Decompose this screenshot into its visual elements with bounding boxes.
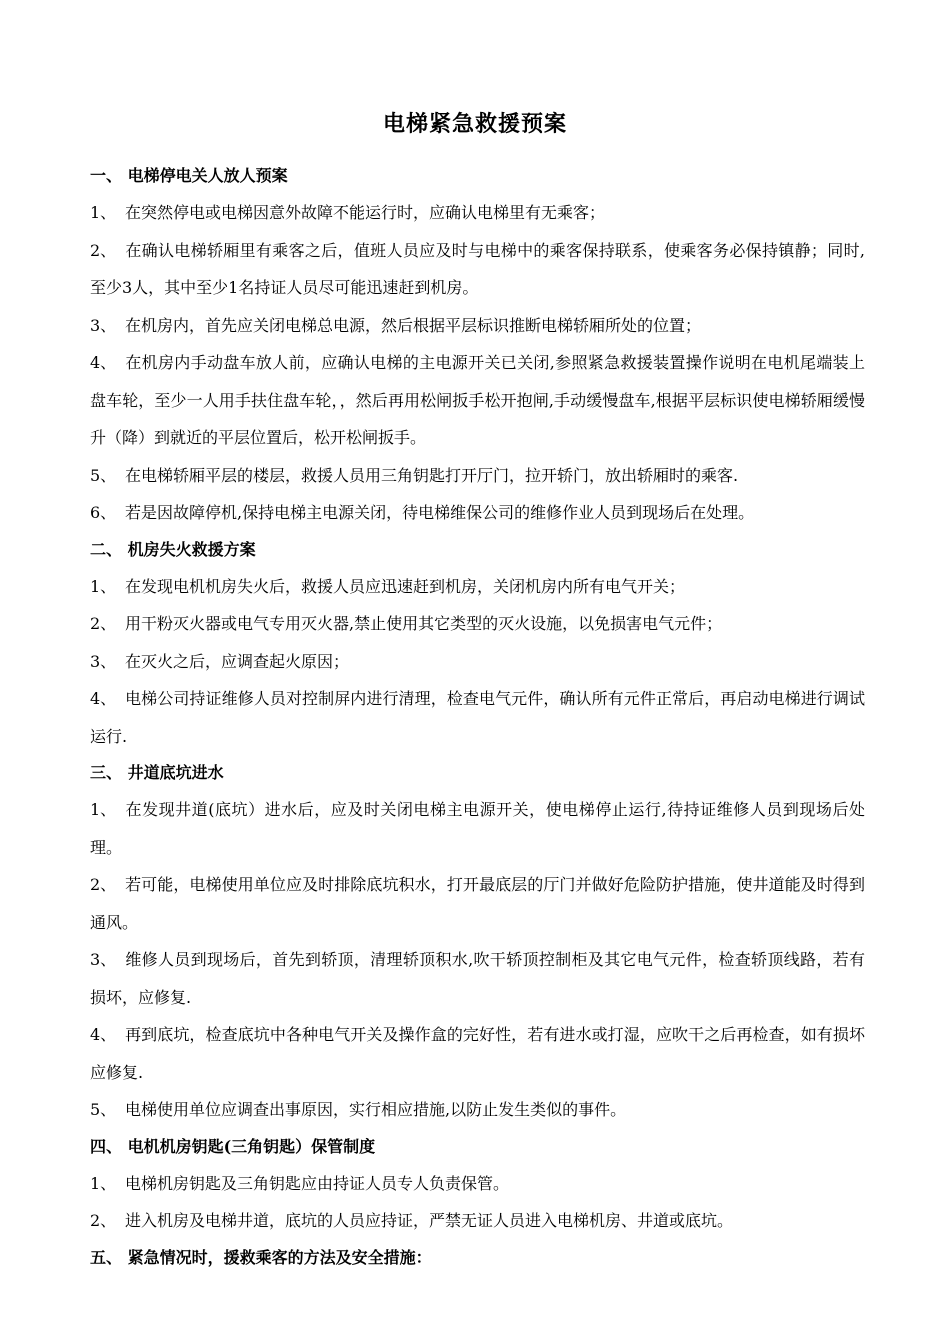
item-text: 在机房内，首先应关闭电梯总电源，然后根据平层标识推断电梯轿厢所处的位置； xyxy=(125,315,702,335)
list-item xyxy=(90,1202,865,1240)
list-item xyxy=(90,791,865,866)
item-text: 若是因故障停机,保持电梯主电源关闭，待电梯维保公司的维修作业人员到现场后在处理。 xyxy=(125,503,755,522)
list-item xyxy=(90,643,865,681)
item-number: 2、 xyxy=(90,240,117,260)
list-item xyxy=(90,680,865,755)
item-number: 5、 xyxy=(90,1100,117,1119)
item-number: 5、 xyxy=(90,465,117,485)
item-number: 1、 xyxy=(90,1173,117,1193)
list-item xyxy=(90,1165,865,1203)
list-item xyxy=(90,605,865,643)
item-number: 4、 xyxy=(90,1025,117,1044)
item-number: 4、 xyxy=(90,353,117,372)
item-number: 2、 xyxy=(90,614,117,633)
item-text: 在发现电机机房失火后，救援人员应迅速赶到机房，关闭机房内所有电气开关； xyxy=(125,576,686,596)
list-item xyxy=(90,344,865,457)
list-item xyxy=(90,941,865,1016)
item-text: 电梯机房钥匙及三角钥匙应由持证人员专人负责保管。 xyxy=(125,1173,510,1193)
item-text: 进入机房及电梯井道，底坑的人员应持证，严禁无证人员进入电梯机房、井道或底坑。 xyxy=(125,1211,734,1230)
list-item xyxy=(90,457,865,495)
item-number: 3、 xyxy=(90,651,117,671)
item-text: 用干粉灭火器或电气专用灭火器,禁止使用其它类型的灭火设施，以免损害电气元件； xyxy=(125,614,723,633)
item-text: 在确认电梯轿厢里有乘客之后，值班人员应及时与电梯中的乘客保持联系，使乘客务必保持镇静；同时,至少3人，其中至少1名持证人员尽可能迅速赶到机房。 xyxy=(90,240,865,297)
item-number: 1、 xyxy=(90,800,117,819)
section-heading: 五、 紧急情况时，援救乘客的方法及安全措施： xyxy=(90,1247,432,1267)
item-text: 在发现井道(底坑）进水后，应及时关闭电梯主电源开关，使电梯停止运行,待持证维修人员到现场后处理。 xyxy=(90,800,865,857)
list-item xyxy=(90,494,865,532)
item-number: 2、 xyxy=(90,875,117,894)
item-text: 在突然停电或电梯因意外故障不能运行时，应确认电梯里有无乘客； xyxy=(125,203,606,222)
item-text: 电梯公司持证维修人员对控制屏内进行清理，检查电气元件，确认所有元件正常后，再启动电梯进行调试运行. xyxy=(90,689,865,746)
list-item xyxy=(90,307,865,345)
item-number: 1、 xyxy=(90,203,117,222)
list-item xyxy=(90,232,865,307)
list-item xyxy=(90,866,865,941)
item-number: 2、 xyxy=(90,1211,117,1230)
item-number: 4、 xyxy=(90,689,117,708)
list-item xyxy=(90,1016,865,1091)
item-text: 再到底坑，检查底坑中各种电气开关及操作盒的完好性，若有进水或打湿，应吹干之后再检查，如有损坏应修复. xyxy=(90,1025,865,1082)
section-heading: 三、 井道底坑进水 xyxy=(90,763,224,782)
item-number: 3、 xyxy=(90,950,117,969)
document-body xyxy=(90,158,865,1276)
document-title: 电梯紧急救援预案 xyxy=(382,111,567,137)
item-text: 在电梯轿厢平层的楼层，救援人员用三角钥匙打开厅门，拉开轿门，放出轿厢时的乘客. xyxy=(125,465,739,485)
list-item xyxy=(90,568,865,606)
item-number: 3、 xyxy=(90,315,117,335)
item-text: 电梯使用单位应调查出事原因，实行相应措施,以防止发生类似的事件。 xyxy=(125,1100,627,1119)
list-item xyxy=(90,1091,865,1129)
item-text: 若可能，电梯使用单位应及时排除底坑积水，打开最底层的厅门并做好危险防护措施，使井道能及时得到通风。 xyxy=(90,875,865,932)
item-text: 维修人员到现场后，首先到轿顶，清理轿顶积水,吹干轿顶控制柜及其它电气元件，检查轿顶线路，若有损坏，应修复. xyxy=(90,950,865,1007)
item-number: 1、 xyxy=(90,576,117,596)
item-text: 在机房内手动盘车放人前，应确认电梯的主电源开关已关闭,参照紧急救援装置操作说明在电机尾端装上盘车轮，至少一人用手扶住盘车轮，，然后再用松闸扳手松开抱闸,手动缓慢盘车,根据平层标识使电梯轿厢缓慢升（降）到就近的平层位置后，松开松闸扳手。 xyxy=(90,353,865,447)
item-number: 6、 xyxy=(90,503,117,522)
item-text: 在灭火之后，应调查起火原因； xyxy=(125,651,350,671)
section-heading: 一、 电梯停电关人放人预案 xyxy=(90,166,288,185)
list-item xyxy=(90,194,865,232)
section-heading: 二、 机房失火救援方案 xyxy=(90,539,256,559)
section-heading: 四、 电机机房钥匙(三角钥匙）保管制度 xyxy=(90,1136,376,1156)
